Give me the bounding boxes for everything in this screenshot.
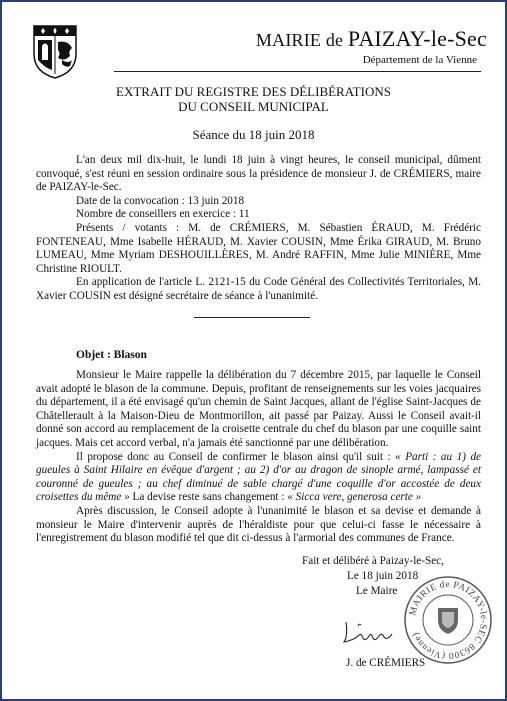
devise-intro: La devise reste sans changement :	[129, 491, 288, 504]
section-divider	[194, 317, 310, 318]
intro-section	[36, 154, 481, 304]
attendees-list: Présents / votants : M. de CRÉMIERS, M. Sébastien ÉRAUD, M. Frédéric FONTENEAU, Mme Isabelle HÉRAUD, M. Xavier COUSIN, Mme Érika GIRAUD, M. Bruno LUMEAU, Mme Myriam DESHOUILLÈRES, M. André RAFFIN, Mme Julie MINIÈRE, Mme Christine RIOULT.	[36, 221, 481, 275]
blason-description: « Parti : au 1) de gueules à Saint Hilaire en évêque d'argent ; au 2) d'or au dragon de sinople armé, lampassé et couronné de gueules ; au chef diminué de sable chargé d'une coquille d'or accostée de deux croisettes du même »	[36, 450, 482, 504]
signature-date: Le 18 juin 2018	[347, 570, 419, 582]
subject-heading: Objet : Blason	[76, 349, 147, 361]
commune-crest-logo	[32, 24, 78, 80]
deliberation-paragraph-2	[36, 451, 481, 505]
department-label: Département de la Vienne	[362, 54, 477, 66]
devise-text: « Sicca vere, generosa certe »	[287, 491, 422, 504]
official-stamp	[402, 574, 494, 666]
deliberation-paragraph-1: Monsieur le Maire rappelle la délibération du 7 décembre 2015, par laquelle le Conseil avait adopté le blason de la commune. Depuis, profitant de renseignements sur les voies jacquaires du département, il a été envisagé qu'un chemin de Saint Jacques, allant de l'église Saint-Jacques de Châtellerault à la Maison-Dieu de Montmorillon, ait passé par Paizay. Aussi le Conseil avait-il donné son accord au remplacement de la croisette centrale du chef du blason par une coquille saint jacques. Mais cet accord verbal, n'a jamais été sanctionné par une délibération.	[36, 369, 481, 449]
proposal-intro: Il propose donc au Conseil de confirmer le blason ainsi qu'il suit :	[76, 450, 396, 463]
title-line-1: EXTRAIT DU REGISTRE DES DÉLIBÉRATIONS	[116, 84, 391, 99]
signature-place: Fait et délibéré à Paizay-le-Sec,	[302, 555, 444, 567]
deliberation-paragraph-3: Après discussion, le Conseil adopte à l'unanimité le blason et sa devise et demande à monsieur le Maire d'intervenir auprès de l'héraldiste pour que celui-ci fasse le nécessaire à l'enregistrement du blason modifié tel que dit ci-dessus à l'armorial des communes de France.	[36, 504, 481, 545]
signature-role: Le Maire	[356, 585, 398, 597]
handwritten-signature	[340, 616, 410, 648]
council-count: Nombre de conseillers en exercice : 11	[76, 208, 250, 221]
deliberation-section	[36, 369, 481, 546]
signer-name: J. de CRÉMIERS	[346, 657, 426, 669]
document-title	[2, 84, 505, 114]
header-divider	[114, 71, 481, 72]
seance-date: Séance du 18 juin 2018	[192, 127, 315, 142]
secretary-designation: En application de l'article L. 2121-15 du Code Général des Collectivités Territoriales, M. Xavier COUSIN est désigné secrétaire de séance à l'unanimité.	[36, 276, 481, 302]
mairie-heading	[256, 26, 487, 52]
intro-paragraph: L'an deux mil dix-huit, le lundi 18 juin à vingt heures, le conseil municipal, dûment convoqué, s'est réuni en session ordinaire sous la présidence de monsieur J. de CRÉMIERS, maire de PAIZAY-le-Sec.	[36, 154, 481, 194]
commune-name: PAIZAY-le-Sec	[347, 26, 487, 51]
convocation-date: Date de la convocation : 13 juin 2018	[76, 194, 245, 207]
stamp-text: MAIRIE de PAIZAY-le-SEC 86300 (Vienne)	[408, 579, 489, 661]
title-line-2: DU CONSEIL MUNICIPAL	[178, 99, 329, 114]
mairie-prefix: MAIRIE de	[255, 30, 348, 50]
